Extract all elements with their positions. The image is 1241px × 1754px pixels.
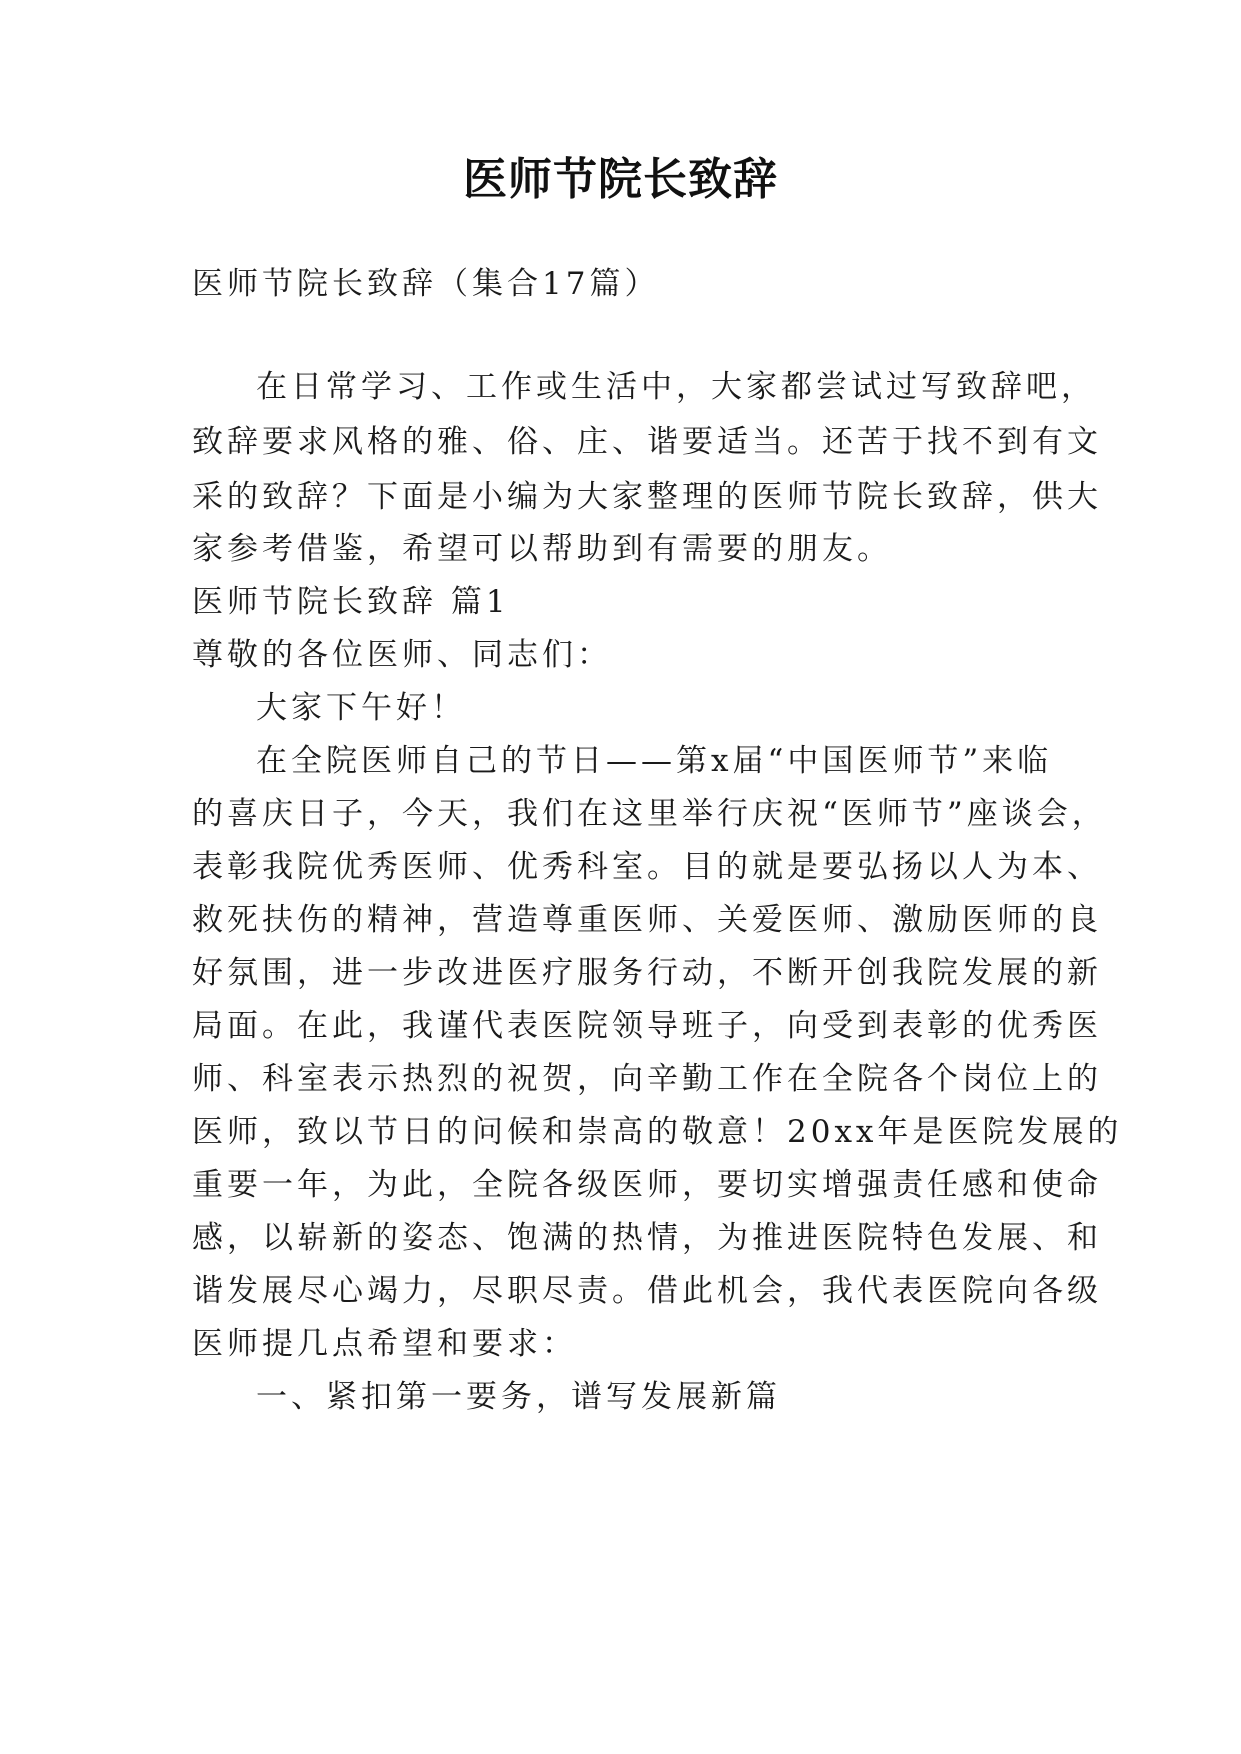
salutation: 尊敬的各位医师、同志们： — [192, 637, 612, 673]
paragraph-line: 致辞要求风格的雅、俗、庄、谐要适当。还苦于找不到有文 — [192, 424, 1102, 460]
paragraph-line: 师、科室表示热烈的祝贺，向辛勤工作在全院各个岗位上的 — [192, 1061, 1102, 1097]
paragraph-line: 医师，致以节日的问候和崇高的敬意！20xx年是医院发展的 — [192, 1114, 1123, 1150]
section-heading: 医师节院长致辞 篇1 — [192, 584, 510, 620]
paragraph-line: 谐发展尽心竭力，尽职尽责。借此机会，我代表医院向各级 — [192, 1273, 1102, 1309]
paragraph-line: 的喜庆日子，今天，我们在这里举行庆祝“医师节”座谈会， — [192, 796, 1107, 832]
paragraph-line: 好氛围，进一步改进医疗服务行动，不断开创我院发展的新 — [192, 955, 1102, 991]
paragraph-line: 在全院医师自己的节日——第x届“中国医师节”来临 — [256, 743, 1053, 779]
paragraph-line: 医师提几点希望和要求： — [192, 1326, 577, 1362]
greeting: 大家下午好！ — [256, 690, 466, 726]
section-subheading: 一、紧扣第一要务，谱写发展新篇 — [256, 1379, 781, 1415]
paragraph-line: 家参考借鉴，希望可以帮助到有需要的朋友。 — [192, 531, 892, 567]
paragraph-line: 局面。在此，我谨代表医院领导班子，向受到表彰的优秀医 — [192, 1008, 1102, 1044]
paragraph-line: 救死扶伤的精神，营造尊重医师、关爱医师、激励医师的良 — [192, 902, 1102, 938]
paragraph-line: 重要一年，为此，全院各级医师，要切实增强责任感和使命 — [192, 1167, 1102, 1203]
document-subtitle: 医师节院长致辞（集合17篇） — [192, 266, 660, 302]
document-title: 医师节院长致辞 — [463, 154, 778, 205]
paragraph-line: 采的致辞？下面是小编为大家整理的医师节院长致辞，供大 — [192, 479, 1102, 515]
paragraph-line: 感，以崭新的姿态、饱满的热情，为推进医院特色发展、和 — [192, 1220, 1102, 1256]
paragraph-line: 表彰我院优秀医师、优秀科室。目的就是要弘扬以人为本、 — [192, 849, 1102, 885]
paragraph-line: 在日常学习、工作或生活中，大家都尝试过写致辞吧， — [256, 369, 1096, 405]
